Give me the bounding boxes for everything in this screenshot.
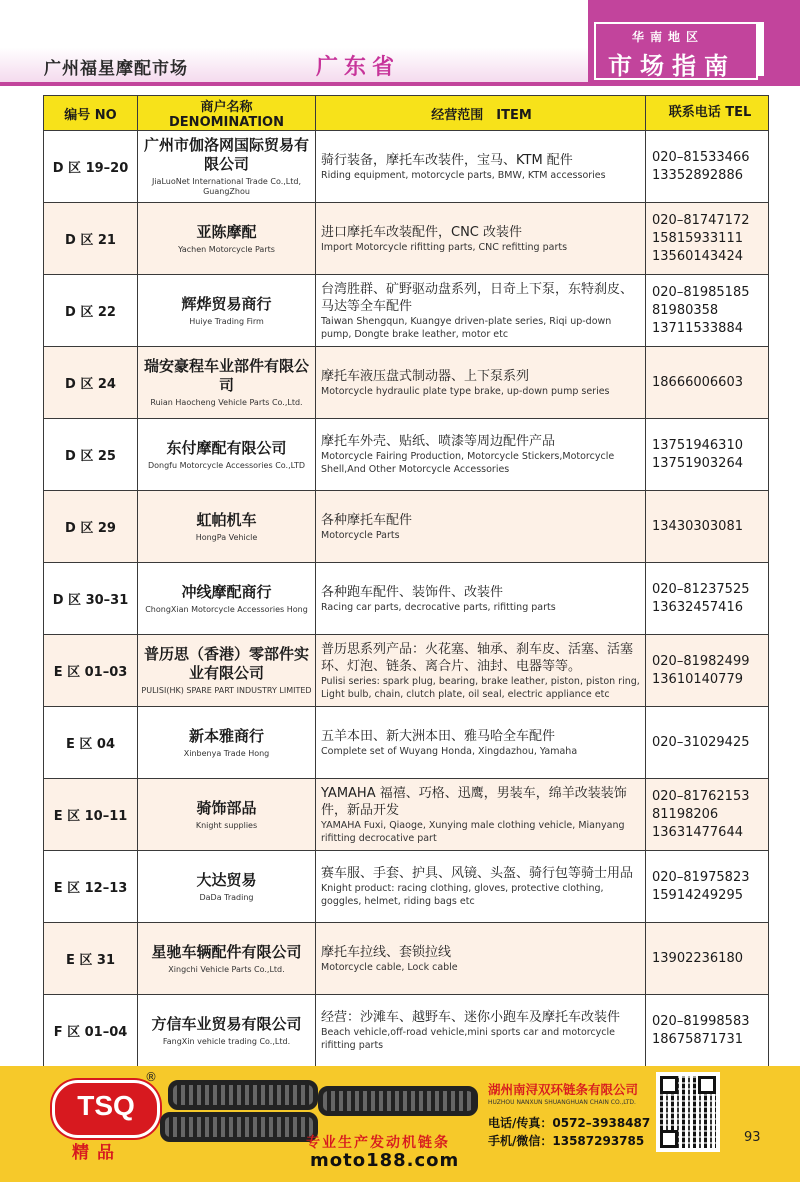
- business-scope-cn: 摩托车外壳、贴纸、喷漆等周边配件产品: [321, 434, 556, 449]
- phone-cell: [646, 923, 769, 995]
- merchant-name-cn: 新本雅商行: [188, 726, 264, 745]
- merchant-name-cn: 星驰车辆配件有限公司: [151, 942, 302, 961]
- business-scope-cn: 摩托车拉线、套锁拉线: [321, 944, 452, 960]
- chain-image: [160, 1112, 318, 1142]
- phone-cell: [646, 635, 769, 707]
- business-scope-cell: [316, 347, 646, 419]
- business-scope-cell: [316, 563, 646, 635]
- phone-cell: [646, 347, 769, 419]
- business-scope-cn: 普历思系列产品：火花塞、轴承、刹车皮、活塞、活塞环、灯泡、链条、离合片、油封、电器等等。: [321, 641, 634, 674]
- merchant-name-en: Dongfu Motorcycle Accessories Co.,LTD: [147, 460, 306, 470]
- phone-cell: [646, 203, 769, 275]
- business-scope-cell: [316, 635, 646, 707]
- merchant-name-cell: [138, 347, 316, 419]
- merchant-name-cn: 辉烨贸易商行: [181, 294, 272, 313]
- merchant-name-cell: [138, 563, 316, 635]
- business-scope-en: Motorcycle cable, Lock cable: [321, 961, 458, 973]
- business-scope-en: Pulisi series: spark plug, bearing, brake leather, piston, piston ring, Light bulb, chain, clutch plate, oil seal, electric appliance etc: [321, 675, 640, 700]
- merchant-name-cell: [138, 275, 316, 347]
- merchant-name-cn: 骑饰部品: [196, 798, 257, 817]
- phone-cell: [646, 419, 769, 491]
- business-scope-en: Complete set of Wuyang Honda, Xingdazhou, Yamaha: [321, 745, 578, 757]
- business-scope-cell: [316, 419, 646, 491]
- row-number: E 区 01–03: [44, 635, 138, 707]
- merchant-name-en: JiaLuoNet International Trade Co.,Ltd, GuangZhou: [151, 177, 302, 196]
- company-name-cn: 湖州南浔双环链条有限公司: [488, 1082, 639, 1097]
- col-header-tel: 联系电话 TEL: [646, 96, 769, 131]
- qr-corner: [698, 1076, 716, 1094]
- merchant-name-en: Huiye Trading Firm: [189, 316, 264, 326]
- business-scope-cell: [316, 707, 646, 779]
- table-row: [44, 779, 769, 851]
- phone-cell: [646, 851, 769, 923]
- tsq-brand: TSQ: [77, 1090, 135, 1121]
- header-rule: [0, 82, 588, 86]
- merchant-name-en: FangXin vehicle trading Co.,Ltd.: [162, 1036, 291, 1046]
- business-scope-en: Knight product: racing clothing, gloves, protective clothing, goggles, helmet, riding bags etc: [321, 883, 604, 907]
- qr-code: [656, 1072, 720, 1152]
- table-row: [44, 131, 769, 203]
- region-badge-tab: [758, 22, 764, 76]
- phone-number: 13711533884: [652, 320, 743, 336]
- chain-image: [318, 1086, 478, 1116]
- col-header-no: 编号 NO: [44, 96, 138, 131]
- table-row: [44, 995, 769, 1067]
- business-scope-cell: [316, 779, 646, 851]
- phone-cell: [646, 779, 769, 851]
- page-number: 93: [744, 1130, 761, 1145]
- company-mobile: 手机/微信：13587293785: [488, 1134, 645, 1148]
- business-scope-en: YAMAHA Fuxi, Qiaoge, Xunying male clothing vehicle, Mianyang rifitting decrocative part: [321, 819, 625, 844]
- table-row: [44, 347, 769, 419]
- merchant-table: [43, 95, 769, 1067]
- phone-cell: [646, 275, 769, 347]
- merchant-name-cn: 虹帕机车: [196, 510, 257, 529]
- merchant-name-cell: [138, 131, 316, 203]
- merchant-name-en: ChongXian Motorcycle Accessories Hong: [145, 604, 308, 614]
- row-number: D 区 22: [44, 275, 138, 347]
- business-scope-cn: 各种摩托车配件: [321, 512, 413, 528]
- table-header-row: [44, 96, 769, 131]
- row-number: D 区 30–31: [44, 563, 138, 635]
- phone-number: 81980358: [652, 302, 719, 318]
- qr-corner: [660, 1076, 678, 1094]
- merchant-name-en: HongPa Vehicle: [195, 532, 258, 542]
- col-header-item: 经营范围 ITEM: [316, 96, 646, 131]
- merchant-name-en: DaDa Trading: [199, 892, 254, 902]
- phone-number: 13430303081: [652, 518, 743, 534]
- table-row: [44, 851, 769, 923]
- row-number: D 区 21: [44, 203, 138, 275]
- merchant-name-en: Xingchi Vehicle Parts Co.,Ltd.: [168, 964, 285, 974]
- table-row: [44, 419, 769, 491]
- merchant-name-cell: [138, 707, 316, 779]
- merchant-name-cn: 东付摩配有限公司: [166, 438, 287, 457]
- table-row: [44, 275, 769, 347]
- phone-cell: [646, 995, 769, 1067]
- merchant-name-cell: [138, 779, 316, 851]
- business-scope-en: Taiwan Shengqun, Kuangye driven-plate series, Riqi up-down pump, Dongte brake leather, motor etc: [321, 315, 612, 340]
- business-scope-cn: 各种跑车配件、装饰件、改装件: [321, 584, 504, 600]
- phone-number: 020–81982499: [652, 653, 750, 669]
- phone-number: 18675871731: [652, 1031, 743, 1047]
- business-scope-en: Beach vehicle,off-road vehicle,mini sports car and motorcycle rifitting parts: [321, 1027, 616, 1051]
- guide-label: 市场指南: [608, 52, 736, 80]
- row-number: F 区 01–04: [44, 995, 138, 1067]
- phone-number: 81198206: [652, 806, 719, 822]
- phone-number: 13632457416: [652, 599, 743, 615]
- row-number: D 区 25: [44, 419, 138, 491]
- business-scope-en: Motorcycle Parts: [321, 529, 400, 541]
- phone-number: 020–81975823: [652, 869, 750, 885]
- merchant-name-cell: [138, 491, 316, 563]
- company-name-en: HUZHOU NANXUN SHUANGHUAN CHAIN CO.,LTD.: [488, 1099, 636, 1106]
- business-scope-cell: [316, 491, 646, 563]
- business-scope-en: Motorcycle hydraulic plate type brake, up-down pump series: [321, 385, 610, 397]
- business-scope-cell: [316, 995, 646, 1067]
- merchant-name-cell: [138, 203, 316, 275]
- row-number: E 区 31: [44, 923, 138, 995]
- market-name: 广州福星摩配市场: [44, 59, 188, 79]
- merchant-name-cell: [138, 923, 316, 995]
- chain-image: [168, 1080, 318, 1110]
- merchant-name-en: Xinbenya Trade Hong: [183, 748, 270, 758]
- business-scope-cell: [316, 923, 646, 995]
- table-row: [44, 923, 769, 995]
- phone-number: 15914249295: [652, 887, 743, 903]
- business-scope-cell: [316, 851, 646, 923]
- phone-cell: [646, 131, 769, 203]
- phone-cell: [646, 707, 769, 779]
- table-row: [44, 203, 769, 275]
- merchant-name-en: Ruian Haocheng Vehicle Parts Co.,Ltd.: [150, 398, 303, 407]
- province-name: 广东省: [316, 55, 401, 80]
- business-scope-cn: 进口摩托车改装配件，CNC 改装件: [321, 224, 523, 240]
- phone-number: 13560143424: [652, 248, 743, 264]
- col-header-name: 商户名称 DENOMINATION: [138, 96, 316, 131]
- business-scope-cn: YAMAHA 福禧、巧格、迅鹰，男装车，绵羊改装装饰件，新品开发: [321, 785, 627, 818]
- merchant-name-cell: [138, 995, 316, 1067]
- phone-number: 020–81762153: [652, 788, 750, 804]
- business-scope-en: Motorcycle Fairing Production, Motorcycle Stickers,Motorcycle Shell,And Other Motorcycle Accessories: [321, 451, 615, 475]
- phone-number: 18666006603: [652, 374, 743, 390]
- table-row: [44, 635, 769, 707]
- merchant-name-cn: 大达贸易: [196, 870, 257, 889]
- merchant-name-cn: 方信车业贸易有限公司: [151, 1014, 302, 1033]
- business-scope-cn: 五羊本田、新大洲本田、雅马哈全车配件: [321, 728, 556, 744]
- business-scope-cn: 赛车服、手套、护具、风镜、头盔、骑行包等骑士用品: [321, 866, 634, 881]
- row-number: E 区 04: [44, 707, 138, 779]
- table-row: [44, 563, 769, 635]
- merchant-name-cn: 普历思（香港）零部件实业有限公司: [143, 645, 309, 682]
- phone-number: 13610140779: [652, 671, 743, 687]
- phone-number: 020–31029425: [652, 734, 750, 750]
- row-number: D 区 29: [44, 491, 138, 563]
- ad-slogan: 专业生产发动机链条: [306, 1135, 450, 1151]
- business-scope-cell: [316, 275, 646, 347]
- merchant-name-en: Knight supplies: [195, 820, 258, 830]
- merchant-name-cell: [138, 851, 316, 923]
- business-scope-cn: 骑行装备，摩托车改装件，宝马、KTM 配件: [321, 152, 573, 168]
- merchant-name-cn: 亚陈摩配: [196, 222, 257, 241]
- registered-mark: ®: [145, 1070, 157, 1084]
- row-number: D 区 24: [44, 347, 138, 419]
- merchant-name-en: Yachen Motorcycle Parts: [178, 244, 275, 254]
- company-tel: 电话/传真：0572–3938487: [488, 1116, 651, 1130]
- site-watermark: moto188.com: [310, 1150, 460, 1171]
- merchant-name-cell: [138, 419, 316, 491]
- phone-number: 13352892886: [652, 167, 743, 183]
- business-scope-en: Racing car parts, decrocative parts, rifitting parts: [321, 601, 556, 613]
- phone-number: 13902236180: [652, 950, 743, 966]
- row-number: E 区 12–13: [44, 851, 138, 923]
- merchant-name-cn: 广州市伽洛网国际贸易有限公司: [143, 136, 309, 173]
- merchant-name-cell: [138, 635, 316, 707]
- region-label: 华南地区: [631, 30, 704, 44]
- phone-number: 020–81998583: [652, 1013, 750, 1029]
- qr-corner: [660, 1130, 678, 1148]
- row-number: E 区 10–11: [44, 779, 138, 851]
- business-scope-cn: 摩托车液压盘式制动器、上下泵系列: [321, 368, 530, 384]
- phone-number: 13751946310: [652, 437, 743, 453]
- business-scope-en: Import Motorcycle rifitting parts, CNC refitting parts: [321, 241, 568, 253]
- business-scope-cell: [316, 131, 646, 203]
- merchant-name-cn: 冲线摩配商行: [181, 582, 272, 601]
- merchant-name-en: PULISI(HK) SPARE PART INDUSTRY LIMITED: [141, 686, 312, 695]
- business-scope-cn: 台湾胜群、矿野驱动盘系列，日奇上下泵，东特刹皮、马达等全车配件: [321, 281, 634, 314]
- phone-number: 15815933111: [652, 230, 743, 246]
- phone-cell: [646, 491, 769, 563]
- phone-number: 020–81747172: [652, 212, 750, 228]
- brand-subtitle: 精品: [72, 1143, 122, 1163]
- table-row: [44, 707, 769, 779]
- phone-number: 13631477644: [652, 824, 743, 840]
- phone-number: 020–81533466: [652, 149, 750, 165]
- business-scope-cn: 经营：沙滩车、越野车、迷你小跑车及摩托车改装件: [321, 1010, 621, 1025]
- business-scope-cell: [316, 203, 646, 275]
- phone-number: 020–81237525: [652, 581, 750, 597]
- table-row: [44, 491, 769, 563]
- row-number: D 区 19–20: [44, 131, 138, 203]
- business-scope-en: Riding equipment, motorcycle parts, BMW, KTM accessories: [321, 169, 606, 181]
- merchant-name-cn: 瑞安豪程车业部件有限公司: [143, 357, 309, 394]
- phone-number: 020–81985185: [652, 284, 750, 300]
- phone-cell: [646, 563, 769, 635]
- phone-number: 13751903264: [652, 455, 743, 471]
